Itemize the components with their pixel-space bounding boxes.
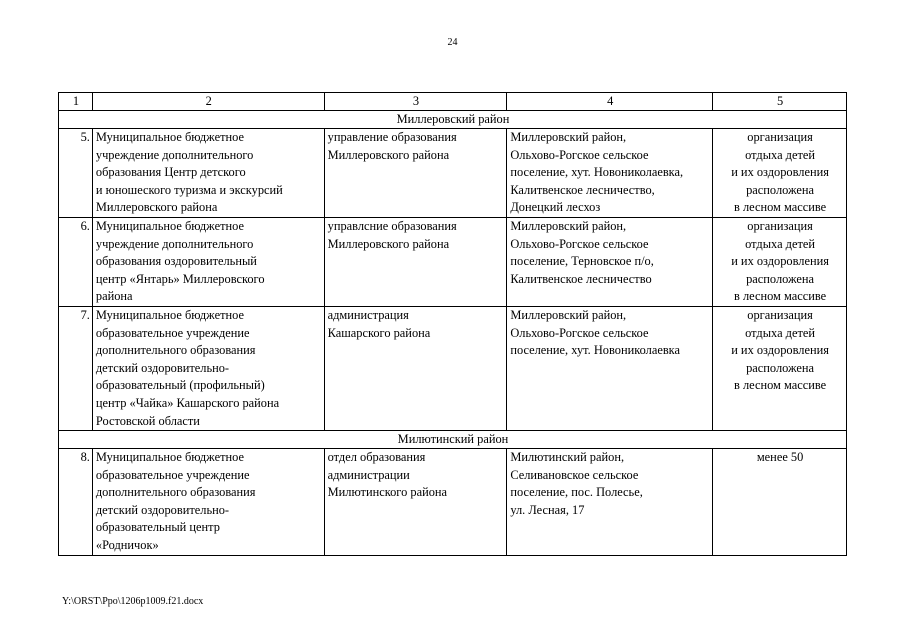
note-line: расположена bbox=[746, 360, 815, 375]
location-line: поселение, пос. Полесье, bbox=[510, 485, 643, 500]
row-number: 5. bbox=[59, 129, 93, 218]
note-line: в лесном массиве bbox=[734, 289, 827, 304]
institution-name-line: Ростовской области bbox=[95, 413, 200, 428]
institution-name-line: центр «Янтарь» Миллеровского bbox=[95, 271, 265, 286]
institution-name bbox=[92, 217, 324, 306]
institution-name-line: образования Центр детского bbox=[95, 165, 246, 180]
founder bbox=[324, 306, 507, 430]
location-line: Миллеровский район, bbox=[510, 218, 627, 233]
location-line: Донецкий лесхоз bbox=[510, 200, 601, 215]
table-row bbox=[59, 306, 847, 430]
founder-line: Милютинского района bbox=[327, 485, 448, 500]
location-line: Селивановское сельское bbox=[510, 467, 639, 482]
location-line: ул. Лесная, 17 bbox=[510, 502, 585, 517]
note-line: организация bbox=[747, 218, 813, 233]
note-line: и их оздоровления bbox=[731, 254, 829, 269]
institution-name-line: центр «Чайка» Кашарского района bbox=[95, 395, 280, 410]
note bbox=[713, 129, 847, 218]
note-line: и их оздоровления bbox=[731, 343, 829, 358]
institution-name bbox=[92, 306, 324, 430]
column-header: 2 bbox=[92, 93, 324, 111]
institution-name-line: Муниципальное бюджетное bbox=[95, 307, 244, 322]
institution-name-line: и юношеского туризма и экскурсий bbox=[95, 182, 283, 197]
location-line: Калитвенское лесничество, bbox=[510, 182, 655, 197]
institution-name-line: района bbox=[95, 289, 133, 304]
note bbox=[713, 306, 847, 430]
location bbox=[507, 129, 713, 218]
institution-name bbox=[92, 449, 324, 556]
table-row bbox=[59, 217, 847, 306]
founder-line: отдел образования bbox=[327, 450, 426, 465]
location-line: Калитвенское лесничество bbox=[510, 271, 652, 286]
table-row bbox=[59, 449, 847, 556]
region-row bbox=[59, 111, 847, 129]
location-line: Миллеровский район, bbox=[510, 130, 627, 144]
location-line: Ольхово-Рогское сельское bbox=[510, 236, 649, 251]
institution-name-line: образования оздоровительный bbox=[95, 254, 257, 269]
column-header: 4 bbox=[507, 93, 713, 111]
location bbox=[507, 306, 713, 430]
page-number: 24 bbox=[447, 37, 458, 48]
facilities-table bbox=[58, 92, 847, 556]
institution-name-line: дополнительного образования bbox=[95, 343, 256, 358]
table-row bbox=[59, 129, 847, 218]
region-title: Милютинский район bbox=[59, 431, 847, 449]
note bbox=[713, 449, 847, 556]
column-header: 3 bbox=[324, 93, 507, 111]
location-line: Миллеровский район, bbox=[510, 307, 627, 322]
note-line: отдыха детей bbox=[745, 236, 816, 251]
location-line: поселение, хут. Новониколаевка, bbox=[510, 165, 684, 180]
note-line: отдыха детей bbox=[745, 147, 816, 162]
note-line: отдыха детей bbox=[745, 325, 816, 340]
note-line: и их оздоровления bbox=[731, 165, 829, 180]
note-line: организация bbox=[747, 130, 813, 144]
column-header: 1 bbox=[59, 93, 93, 111]
institution-name-line: Муниципальное бюджетное bbox=[95, 450, 244, 465]
founder-line: Миллеровского района bbox=[327, 147, 450, 162]
location bbox=[507, 217, 713, 306]
location-line: Милютинский район, bbox=[510, 450, 625, 465]
founder-line: администрация bbox=[327, 307, 409, 322]
institution-name-line: учреждение дополнительного bbox=[95, 236, 254, 251]
location-line: поселение, Терновское п/о, bbox=[510, 254, 654, 269]
note-line: в лесном массиве bbox=[734, 378, 827, 393]
institution-name-line: «Родничок» bbox=[95, 538, 159, 553]
note bbox=[713, 217, 847, 306]
institution-name-line: образовательное учреждение bbox=[95, 467, 250, 482]
table-header-row bbox=[59, 93, 847, 111]
founder-line: управлсние образования bbox=[327, 218, 457, 233]
column-header: 5 bbox=[713, 93, 847, 111]
location-line: Ольхово-Рогское сельское bbox=[510, 147, 649, 162]
founder bbox=[324, 129, 507, 218]
institution-name-line: дополнительного образования bbox=[95, 485, 256, 500]
institution-name-line: образовательный (профильный) bbox=[95, 378, 265, 393]
table-body bbox=[59, 93, 847, 556]
institution-name bbox=[92, 129, 324, 218]
note-line: в лесном массиве bbox=[734, 200, 827, 215]
founder-line: администрации bbox=[327, 467, 410, 482]
institution-name-line: Муниципальное бюджетное bbox=[95, 130, 244, 144]
note-line: расположена bbox=[746, 182, 815, 197]
institution-name-line: детский оздоровительно- bbox=[95, 360, 230, 375]
location-line: поселение, хут. Новониколаевка bbox=[510, 343, 681, 358]
institution-name-line: Муниципальное бюджетное bbox=[95, 218, 244, 233]
founder-line: Кашарского района bbox=[327, 325, 431, 340]
region-title: Миллеровский район bbox=[59, 111, 847, 129]
institution-name-line: образовательное учреждение bbox=[95, 325, 250, 340]
footer-file-path: Y:\ORST\Ppo\1206p1009.f21.docx bbox=[62, 596, 204, 607]
note-line: менее 50 bbox=[756, 450, 804, 465]
institution-name-line: детский оздоровительно- bbox=[95, 502, 230, 517]
row-number: 7. bbox=[59, 306, 93, 430]
founder-line: Миллеровского района bbox=[327, 236, 450, 251]
founder-line: управление образования bbox=[327, 130, 457, 144]
founder bbox=[324, 217, 507, 306]
founder bbox=[324, 449, 507, 556]
row-number: 6. bbox=[59, 217, 93, 306]
institution-name-line: учреждение дополнительного bbox=[95, 147, 254, 162]
location-line: Ольхово-Рогское сельское bbox=[510, 325, 649, 340]
note-line: расположена bbox=[746, 271, 815, 286]
row-number: 8. bbox=[59, 449, 93, 556]
institution-name-line: образовательный центр bbox=[95, 520, 220, 535]
location bbox=[507, 449, 713, 556]
region-row bbox=[59, 431, 847, 449]
note-line: организация bbox=[747, 307, 813, 322]
institution-name-line: Миллеровского района bbox=[95, 200, 218, 215]
